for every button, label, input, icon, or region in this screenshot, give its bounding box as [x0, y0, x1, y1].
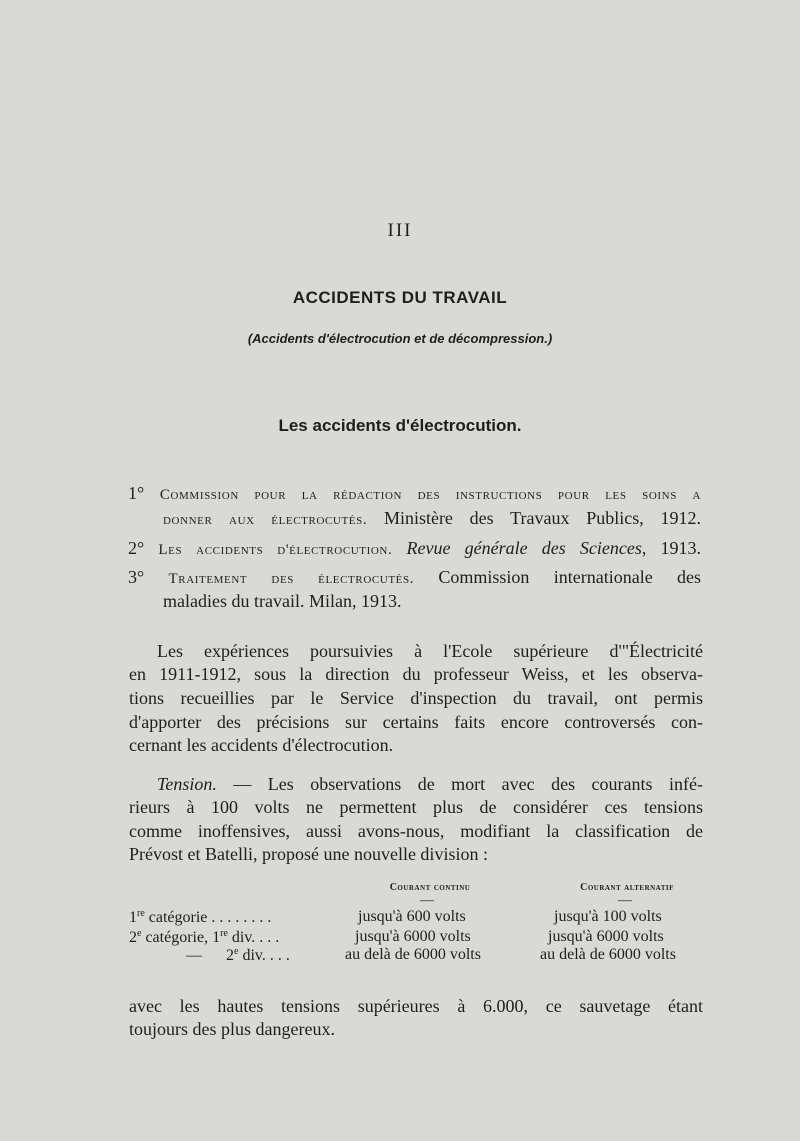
- table-row-3-label: — 2e div. . . .: [186, 946, 290, 964]
- closing-line-1: avec les hautes tensions supérieures à 6.000, ce sauvetage étant: [129, 996, 703, 1016]
- paragraph-1-line-4: d'apporter des précisions sur certains faits encore controversés con-: [129, 712, 703, 732]
- reference-3: 3° Traitement des électrocutés. Commission internationale des: [128, 567, 702, 587]
- paragraph-1-line-1: Les expériences poursuivies à l'Ecole supérieure d'"Électricité: [157, 641, 703, 661]
- page-title: ACCIDENTS DU TRAVAIL: [292, 288, 508, 307]
- paragraph-2-line-4: Prévost et Batelli, proposé une nouvelle division :: [129, 844, 488, 864]
- table-header-ac-rule: —: [618, 893, 632, 908]
- table-row-3-dc: au delà de 6000 volts: [345, 946, 481, 963]
- reference-1-line-2: donner aux électrocutés. Ministère des Travaux Publics, 1912.: [163, 508, 701, 528]
- paragraph-1-line-2: en 1911-1912, sous la direction du professeur Weiss, et les observa-: [129, 664, 703, 684]
- reference-3-line-2: maladies du travail. Milan, 1913.: [163, 591, 402, 611]
- table-row-3-ac: au delà de 6000 volts: [540, 946, 676, 963]
- reference-1: [128, 483, 701, 504]
- subtitle-text: Accidents d'électrocution et de décompression.: [252, 331, 548, 346]
- table-header-ac: Courant alternatif: [580, 882, 674, 893]
- closing-line-2: toujours des plus dangereux.: [129, 1019, 335, 1039]
- chapter-number: III: [387, 220, 413, 241]
- table-row-2-dc: jusqu'à 6000 volts: [355, 928, 471, 945]
- reference-1-line-1: 1° Commission pour la rédaction des instructions pour les soins a: [128, 483, 702, 503]
- section-heading: Les accidents d'électrocution.: [278, 416, 522, 435]
- table-row-2-ac: jusqu'à 6000 volts: [548, 928, 664, 945]
- table-header-dc-rule: —: [420, 893, 434, 908]
- table-header-dc: Courant continu: [389, 882, 471, 893]
- reference-2: 2° Les accidents d'électrocution. Revue générale des Sciences, 1913.: [128, 538, 702, 558]
- paragraph-1-line-3: tions recueillies par le Service d'inspection du travail, ont permis: [129, 688, 703, 708]
- paragraph-2-line-2: rieurs à 100 volts ne permettent plus de considérer ces tensions: [129, 797, 703, 817]
- paragraph-1-line-5: cernant les accidents d'électrocution.: [129, 735, 394, 755]
- table-row-1-dc: jusqu'à 600 volts: [358, 908, 466, 925]
- paragraph-2-line-1: Tension. — Les observations de mort avec des courants infé-: [157, 774, 703, 794]
- table-row-1-ac: jusqu'à 100 volts: [554, 908, 662, 925]
- subtitle: (Accidents d'électrocution et de décompression.): [247, 331, 553, 346]
- paragraph-2-line-3: comme inoffensives, aussi avons-nous, modifiant la classification de: [129, 821, 703, 841]
- table-row-2-label: 2e catégorie, 1re div. . . .: [129, 928, 280, 946]
- table-row-1-label: 1re catégorie . . . . . . . .: [129, 908, 272, 926]
